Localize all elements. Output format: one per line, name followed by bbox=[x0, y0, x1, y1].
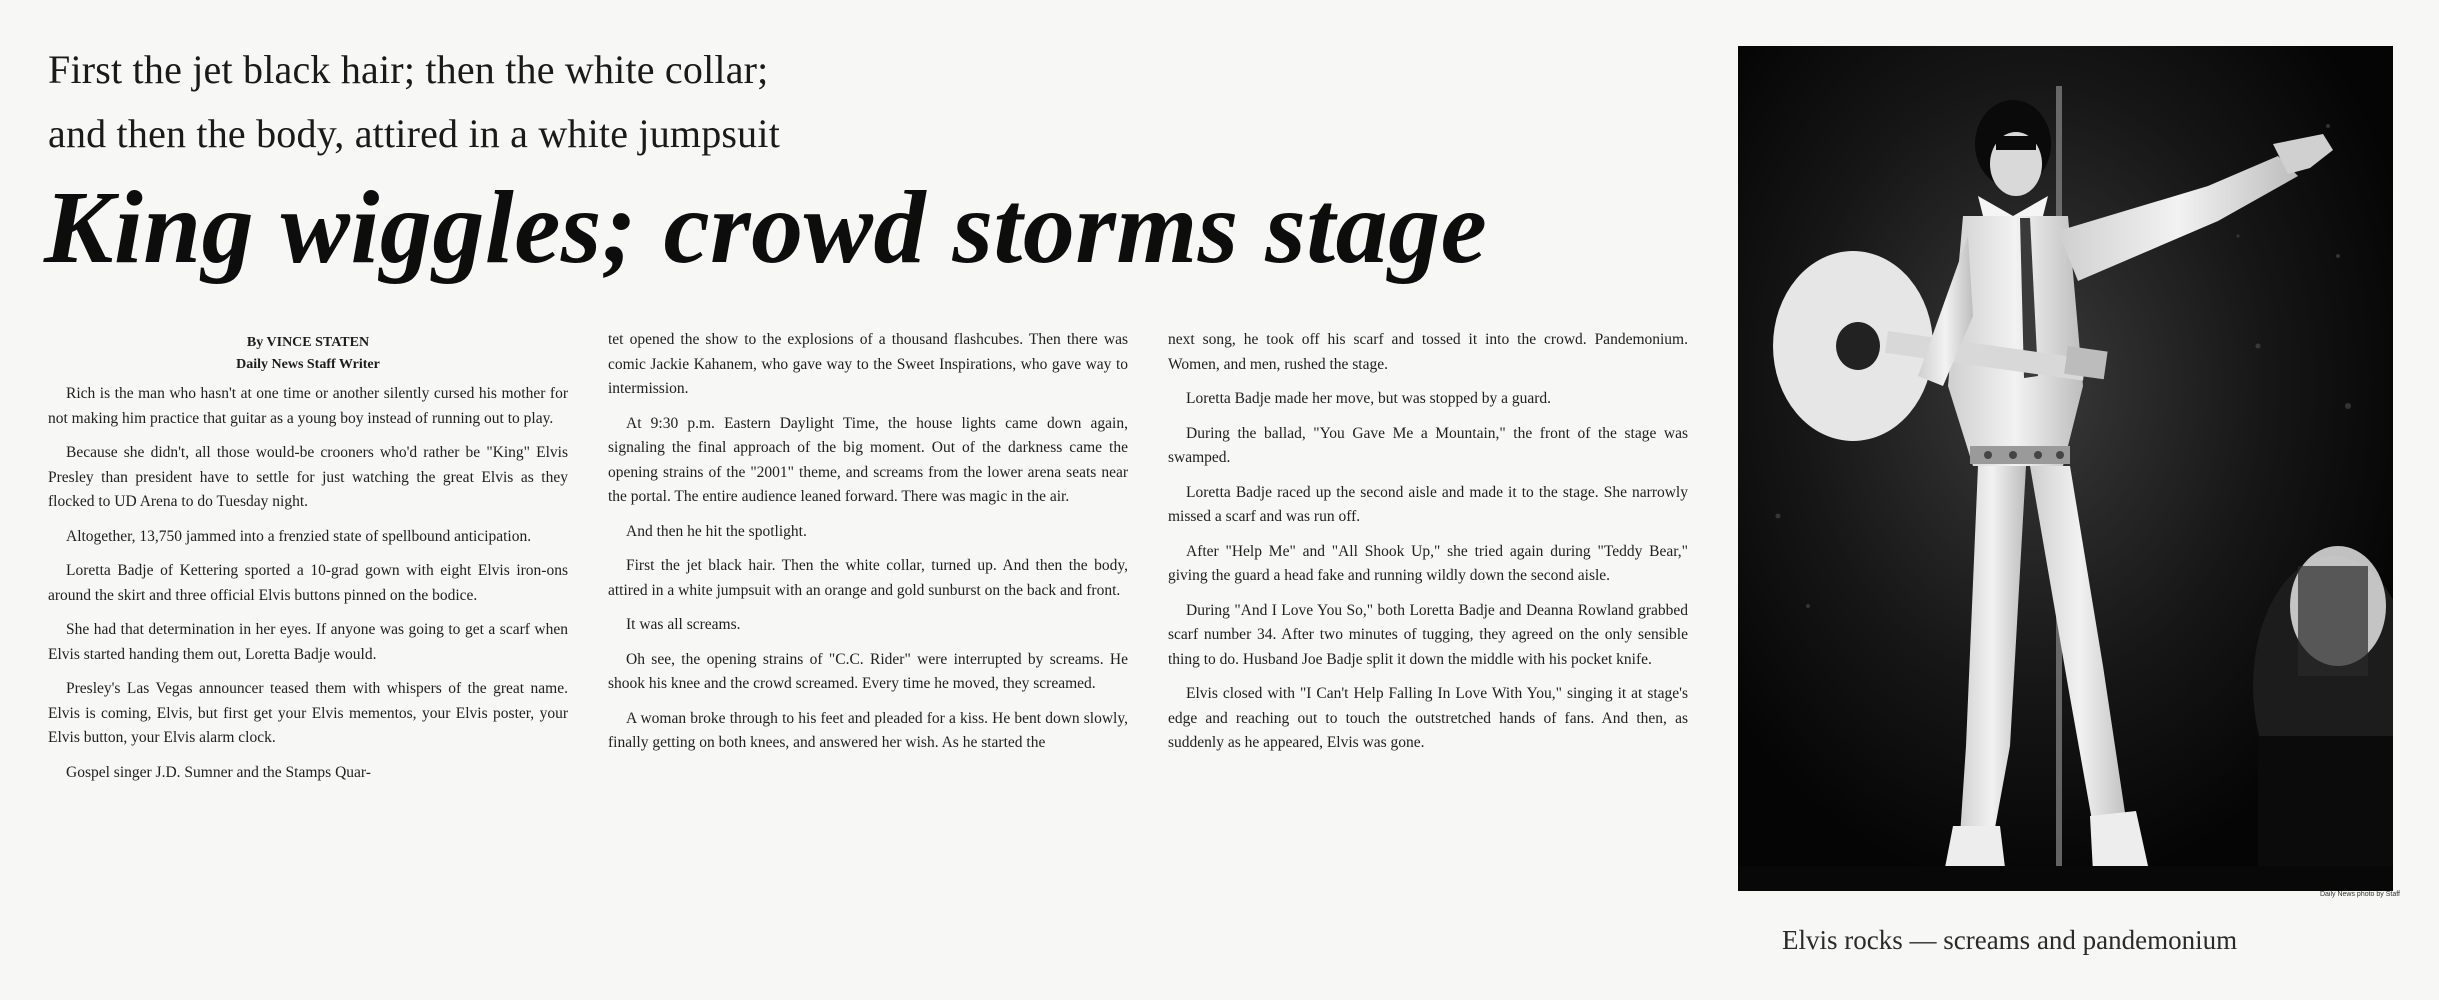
headline: King wiggles; crowd storms stage bbox=[44, 170, 1488, 285]
deck-line-1: First the jet black hair; then the white collar; bbox=[48, 47, 769, 92]
paragraph: It was all screams. bbox=[626, 616, 741, 633]
photo-credit: Daily News photo by Staff bbox=[2319, 891, 2400, 898]
paragraph: Because she didn't, all those would-be crooners who'd rather be "King" Elvis Presley than president have to settle for just watching the great Elvis as they flocked to UD Arena to do Tuesday night. bbox=[48, 444, 568, 510]
paragraph: During the ballad, "You Gave Me a Mountain," the front of the stage was swamped. bbox=[1168, 424, 1688, 466]
paragraph: And then he hit the spotlight. bbox=[626, 522, 807, 540]
article-column-1 bbox=[48, 328, 568, 968]
paragraph: A woman broke through to his feet and pleaded for a kiss. He bent down slowly, finally getting on both knees, and answered her wish. As he started the bbox=[608, 709, 1128, 751]
paragraph: Loretta Badje raced up the second aisle and made it to the stage. She narrowly missed a scarf and was run off. bbox=[1168, 483, 1688, 525]
deck-kicker bbox=[48, 38, 1048, 166]
paragraph: First the jet black hair. Then the white collar, turned up. And then the body, attired in a white jumpsuit with an orange and gold sunburst on the back and front. bbox=[608, 557, 1128, 599]
article-column-2 bbox=[608, 328, 1128, 968]
photo-illustration bbox=[1738, 46, 2393, 891]
paragraph: At 9:30 p.m. Eastern Daylight Time, the house lights came down again, signaling the final approach of the big moment. Out of the darkness came the opening strains of the "2001" theme, and screams from the lower arena seats near the portal. The entire audience leaned forward. There was magic in the air. bbox=[608, 414, 1128, 505]
paragraph: Oh see, the opening strains of "C.C. Rider" were interrupted by screams. He shook his knee and the crowd screamed. Every time he moved, they screamed. bbox=[608, 650, 1128, 692]
photo-caption: Elvis rocks — screams and pandemonium bbox=[1782, 925, 2238, 955]
paragraph: After "Help Me" and "All Shook Up," she tried again during "Teddy Bear," giving the guard a head fake and running wildly down the second aisle. bbox=[1168, 542, 1688, 584]
paragraph: next song, he took off his scarf and tossed it into the crowd. Pandemonium. Women, and men, rushed the stage. bbox=[1168, 331, 1688, 373]
photo-elvis-performing bbox=[1738, 46, 2393, 891]
article-column-3 bbox=[1168, 328, 1688, 968]
paragraph: Presley's Las Vegas announcer teased them with whispers of the great name. Elvis is coming, Elvis, but first get your Elvis mementos, your Elvis poster, your Elvis button, your Elvis alarm clock. bbox=[48, 680, 568, 746]
byline-author: By VINCE STATEN bbox=[246, 335, 370, 350]
byline bbox=[48, 332, 568, 376]
byline-role: Daily News Staff Writer bbox=[236, 357, 380, 372]
article-body bbox=[48, 328, 1700, 968]
paragraph: Altogether, 13,750 jammed into a frenzied state of spellbound anticipation. bbox=[66, 527, 532, 545]
deck-line-2: and then the body, attired in a white jumpsuit bbox=[48, 111, 781, 156]
paragraph: Gospel singer J.D. Sumner and the Stamps Quar- bbox=[66, 763, 371, 781]
paragraph: During "And I Love You So," both Loretta Badje and Deanna Rowland grabbed scarf number 34. After two minutes of tugging, they agreed on the only sensible thing to do. Husband Joe Badje split it down the middle with his pocket knife. bbox=[1168, 601, 1688, 668]
paragraph: Loretta Badje of Kettering sported a 10-grad gown with eight Elvis iron-ons around the skirt and three official Elvis buttons pinned on the bodice. bbox=[48, 562, 568, 604]
paragraph: Rich is the man who hasn't at one time or another silently cursed his mother for not making him practice that guitar as a young boy instead of running out to play. bbox=[48, 385, 568, 427]
paragraph: Loretta Badje made her move, but was stopped by a guard. bbox=[1186, 390, 1551, 407]
paragraph: She had that determination in her eyes. If anyone was going to get a scarf when Elvis started handing them out, Loretta Badje would. bbox=[48, 621, 568, 663]
paragraph: tet opened the show to the explosions of a thousand flashcubes. Then there was comic Jackie Kahanem, who gave way to the Sweet Inspirations, who gave way to intermission. bbox=[608, 331, 1128, 397]
paragraph: Elvis closed with "I Can't Help Falling In Love With You," singing it at stage's edge and reaching out to touch the outstretched hands of fans. And then, as suddenly as he appeared, Elvis was gone. bbox=[1168, 685, 1688, 751]
